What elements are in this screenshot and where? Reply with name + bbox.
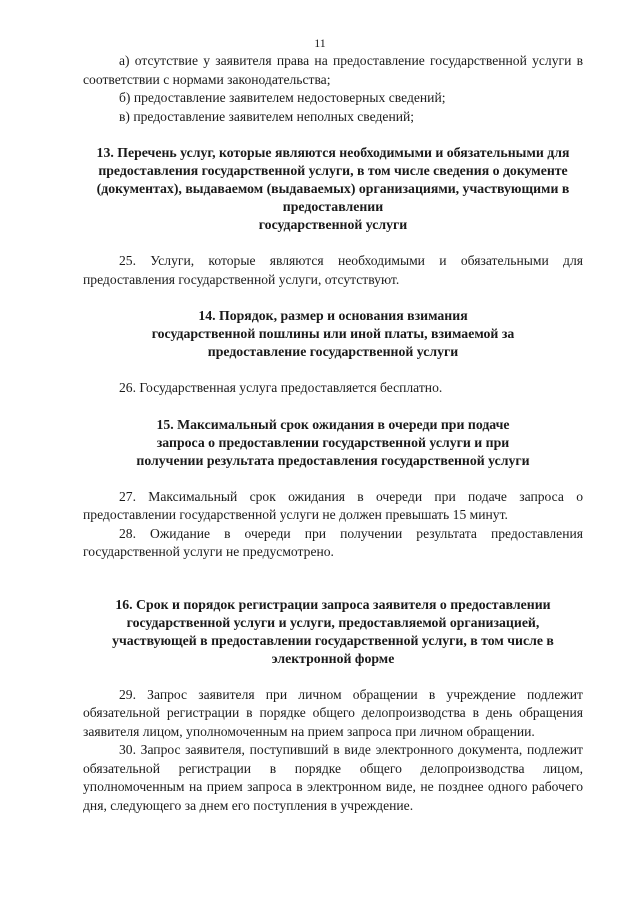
paragraph-25: 25. Услуги, которые являются необходимыми и обязательными для предоставления государственной услуги, отсутствуют. (83, 253, 583, 287)
section-13-heading: 13. Перечень услуг, которые являются необходимыми и обязательными для предоставления государственной услуги, в том числе сведения о документе (документах), выдаваемом (выдаваемых) организациями, участвующими в предоставлении (96, 145, 570, 214)
section-16-heading: 16. Срок и порядок регистрации запроса заявителя о предоставлении государственной услуги и услуги, предоставляемой организацией, участвующей в предоставлении государственной услуги, в том числе в электронной форме (112, 596, 554, 666)
paragraph-29: 29. Запрос заявителя при личном обращении в учреждение подлежит обязательной регистрации в порядке общего делопроизводства в день обращения заявителя лицом, уполномоченным на прием запроса при личном обращении. (83, 686, 583, 739)
item-a: а) отсутствие у заявителя права на предоставление государственной услуги в соответствии с нормами законодательства; (83, 53, 583, 87)
item-c: в) предоставление заявителем неполных сведений; (119, 108, 415, 124)
paragraph-27: 27. Максимальный срок ожидания в очереди при подаче запроса о предоставлении государственной услуги не должен превышать 15 минут. (83, 488, 583, 522)
section-15-heading-line3: получении результата предоставления государственной услуги (136, 452, 530, 468)
paragraph-26: 26. Государственная услуга предоставляется бесплатно. (119, 380, 443, 395)
page-content (83, 52, 583, 815)
section-15-heading-line2: запроса о предоставлении государственной услуги и при (156, 434, 510, 450)
section-14-heading-line1: 14. Порядок, размер и основания взимания (198, 308, 468, 323)
section-14-heading-line2: государственной пошлины или иной платы, взимаемой за (151, 326, 515, 341)
paragraph-28: 28. Ожидание в очереди при получении результата предоставления государственной услуги не предусмотрено. (83, 525, 583, 559)
section-13-heading-cont: государственной услуги (258, 217, 408, 232)
section-15-heading-line1: 15. Максимальный срок ожидания в очереди при подаче (156, 416, 510, 432)
section-14-heading-line3: предоставление государственной услуги (207, 344, 459, 359)
item-b: б) предоставление заявителем недостоверных сведений; (119, 90, 446, 105)
paragraph-30: 30. Запрос заявителя, поступивший в виде электронного документа, подлежит обязательной регистрации в порядке общего делопроизводства лицом, уполномоченным на прием запроса в электронном виде, не позднее одного рабочего дня, следующего за днем его поступления в учреждение. (83, 742, 583, 813)
page-number: 11 (314, 36, 326, 50)
